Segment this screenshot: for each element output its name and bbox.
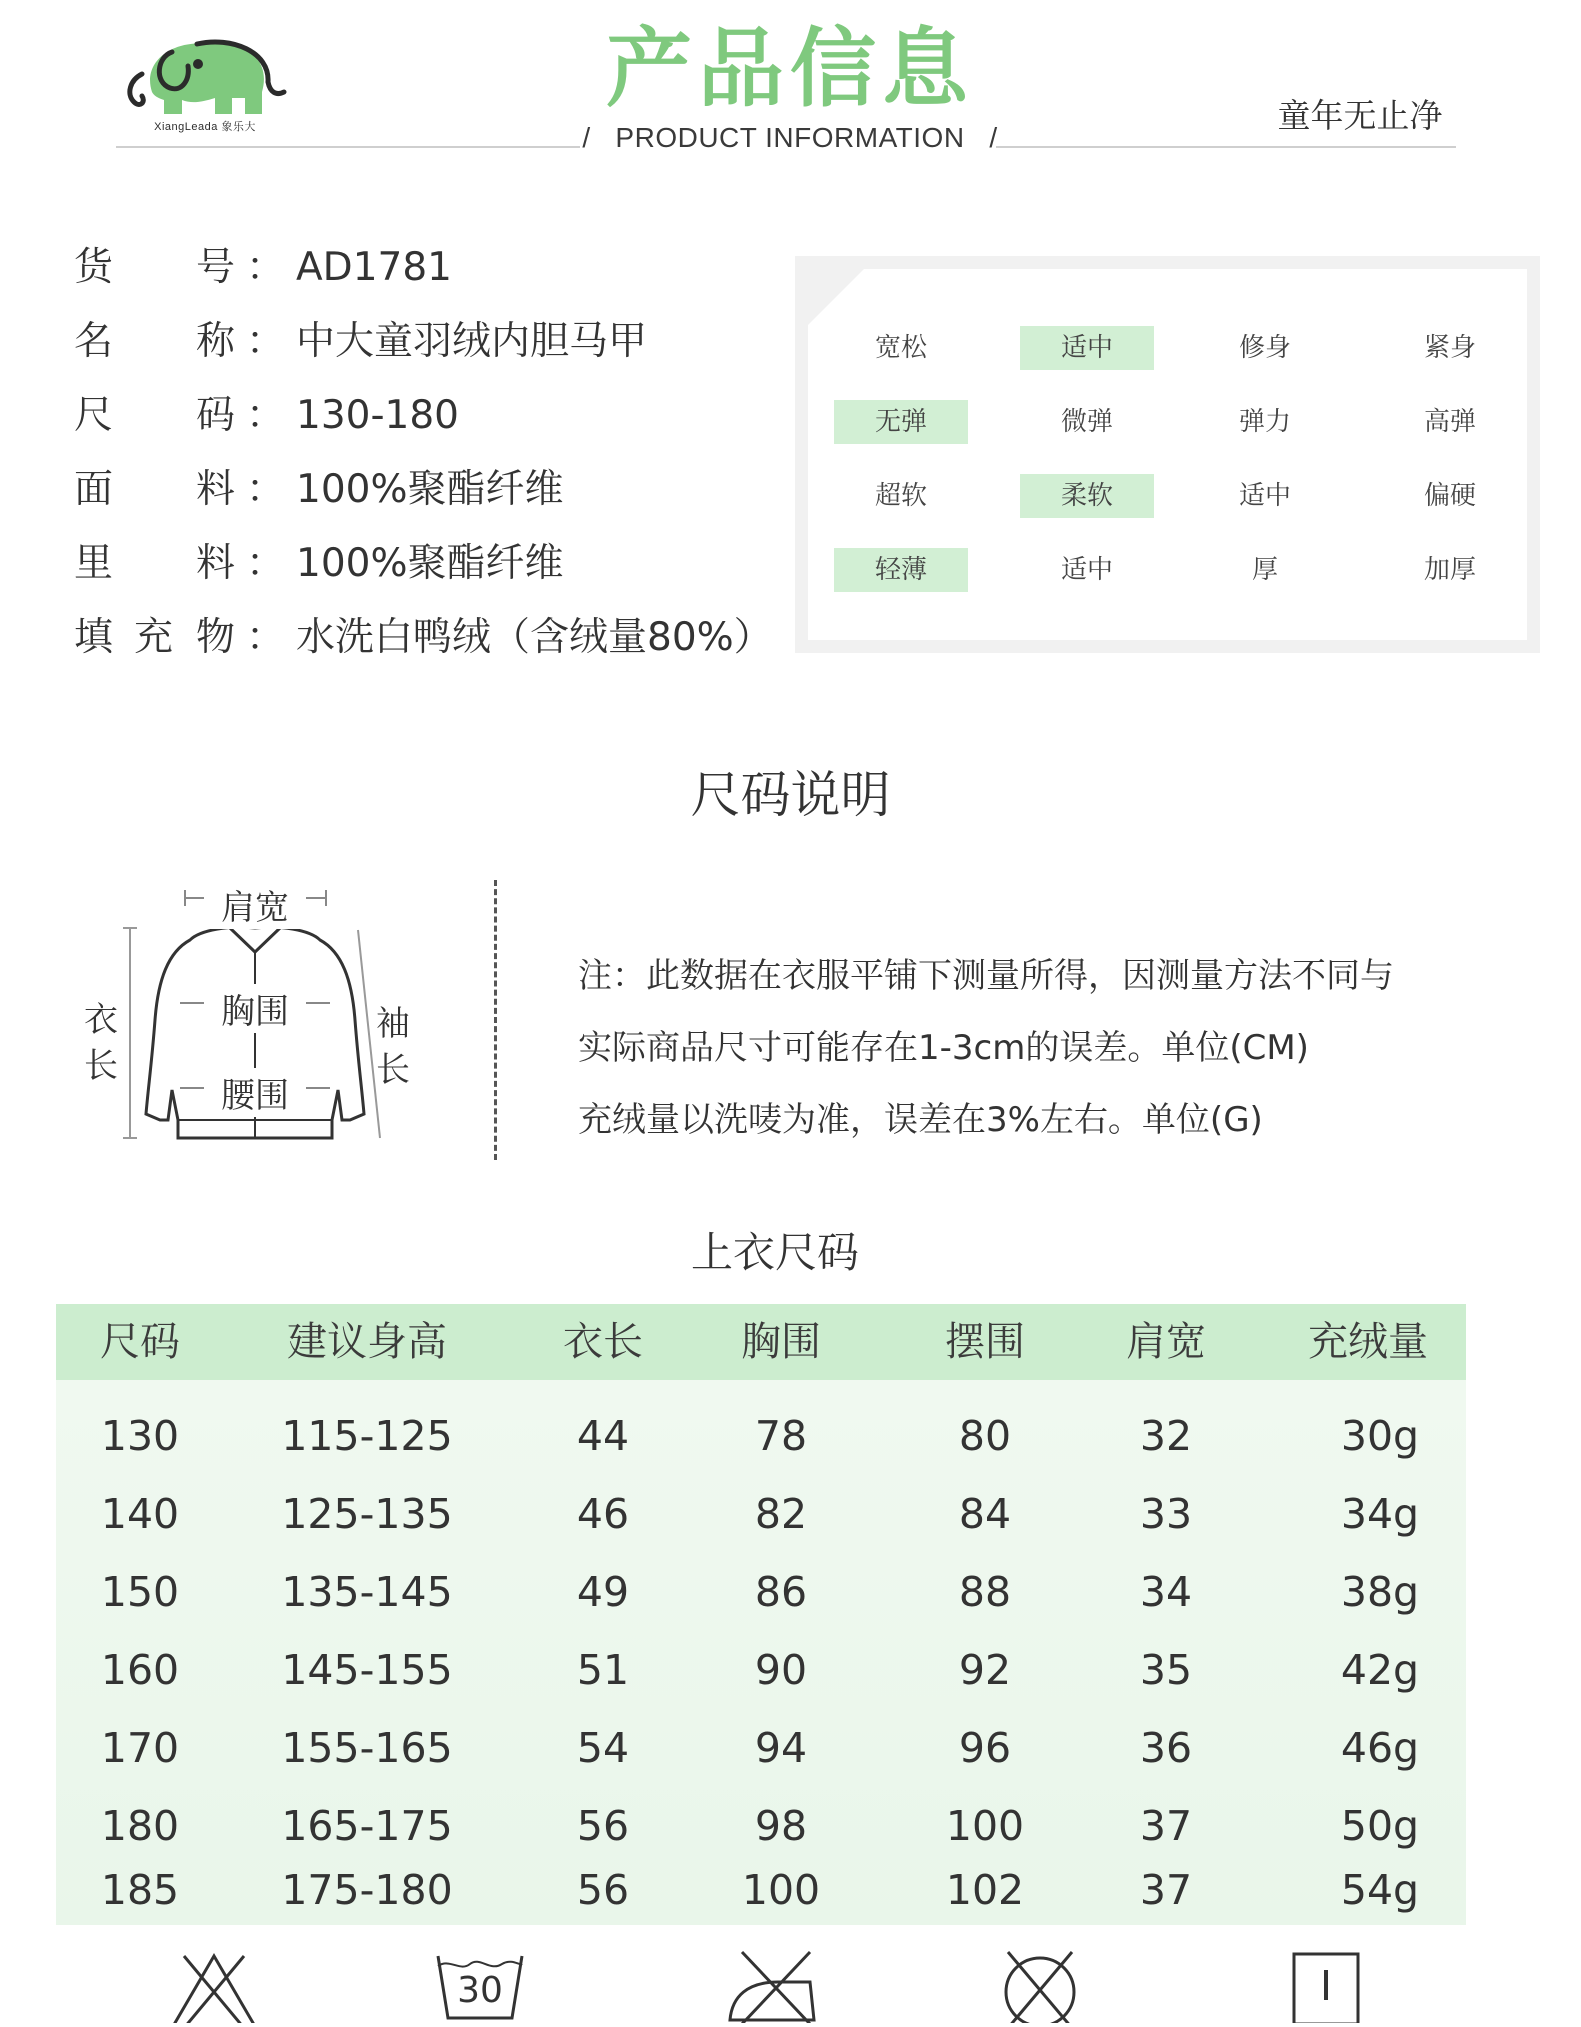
table-header-cell: 胸围 [741, 1319, 821, 1365]
info-label-colon: ： [246, 467, 286, 512]
info-label [74, 608, 284, 668]
info-row [74, 312, 774, 372]
fit-option: 适中 [1238, 481, 1291, 511]
info-label-colon: ： [246, 541, 286, 586]
table-cell: 30g [1340, 1412, 1420, 1460]
table-cell: 88 [958, 1568, 1012, 1616]
fit-option: 厚 [1251, 555, 1278, 585]
do-not-iron-icon [718, 1948, 818, 2023]
fit-option: 高弹 [1423, 407, 1476, 437]
info-label [74, 238, 284, 298]
info-label-char: 里 [74, 541, 114, 586]
table-cell: 44 [576, 1412, 630, 1460]
size-note-line-2: 实际商品尺寸可能存在1-3cm的误差。单位(CM) [578, 1028, 1309, 1068]
table-cell: 135-145 [281, 1568, 453, 1616]
length-label-1: 衣 [84, 1000, 118, 1040]
table-cell: 51 [576, 1646, 630, 1694]
table-cell: 36 [1139, 1724, 1193, 1772]
sleeve-label-1: 袖 [376, 1004, 410, 1044]
sleeve-label-2: 长 [376, 1050, 410, 1090]
table-cell: 46 [576, 1490, 630, 1538]
table-cell: 90 [754, 1646, 808, 1694]
info-row [74, 534, 774, 594]
table-cell: 84 [958, 1490, 1012, 1538]
info-value: 100%聚酯纤维 [296, 467, 564, 512]
table-cell: 94 [754, 1724, 808, 1772]
hang-dry-icon [1276, 1948, 1376, 2023]
table-cell: 92 [958, 1646, 1012, 1694]
info-label-char: 尺 [74, 393, 114, 438]
info-label-char: 名 [74, 319, 114, 364]
table-cell: 56 [576, 1866, 630, 1914]
size-table-title: 上衣尺码 [690, 1228, 859, 1277]
table-cell: 170 [100, 1724, 180, 1772]
table-cell: 160 [100, 1646, 180, 1694]
table-cell: 140 [100, 1490, 180, 1538]
fit-option: 适中 [1060, 555, 1113, 585]
chest-label: 胸围 [205, 984, 305, 1033]
info-value: 水洗白鸭绒（含绒量80%） [296, 615, 773, 660]
info-label [74, 534, 284, 594]
info-label-char: 充 [134, 615, 174, 660]
fit-option: 超软 [874, 481, 927, 511]
header-divider-left [116, 146, 580, 148]
fit-option: 修身 [1238, 333, 1291, 363]
info-row [74, 460, 774, 520]
fit-option: 加厚 [1423, 555, 1476, 585]
info-label-colon: ： [246, 245, 286, 290]
table-cell: 54 [576, 1724, 630, 1772]
table-cell: 185 [100, 1866, 180, 1914]
fit-option: 弹力 [1238, 407, 1291, 437]
info-label [74, 460, 284, 520]
fit-option: 无弹 [834, 400, 968, 444]
info-label-char: 称 [196, 319, 236, 364]
info-label-char: 货 [74, 245, 114, 290]
do-not-bleach-icon [164, 1948, 264, 2023]
table-header-cell: 尺码 [100, 1319, 180, 1365]
table-cell: 34 [1139, 1568, 1193, 1616]
brand-slogan: 童年无止净 [1277, 96, 1443, 135]
garment-measure-diagram [80, 870, 430, 1160]
table-cell: 78 [754, 1412, 808, 1460]
size-note-line-1: 注：此数据在衣服平铺下测量所得，因测量方法不同与 [578, 956, 1394, 996]
table-cell: 49 [576, 1568, 630, 1616]
do-not-dry-clean-icon [990, 1948, 1090, 2023]
info-row [74, 238, 774, 298]
hem-label: 腰围 [205, 1068, 305, 1117]
table-cell: 150 [100, 1568, 180, 1616]
info-value: 130-180 [296, 393, 459, 438]
table-cell: 56 [576, 1802, 630, 1850]
table-header-cell: 建议身高 [287, 1319, 447, 1365]
table-header-cell: 衣长 [563, 1319, 643, 1365]
size-description-title: 尺码说明 [690, 766, 891, 824]
fit-option: 轻薄 [834, 548, 968, 592]
size-note-line-3: 充绒量以洗唛为准，误差在3%左右。单位(G) [578, 1100, 1263, 1140]
table-cell: 46g [1340, 1724, 1420, 1772]
info-label-char: 码 [196, 393, 236, 438]
table-cell: 80 [958, 1412, 1012, 1460]
table-cell: 38g [1340, 1568, 1420, 1616]
table-header-cell: 充绒量 [1308, 1319, 1428, 1365]
table-cell: 98 [754, 1802, 808, 1850]
table-header-cell: 肩宽 [1126, 1319, 1206, 1365]
table-cell: 33 [1139, 1490, 1193, 1538]
info-row [74, 386, 774, 446]
table-cell: 102 [945, 1866, 1025, 1914]
table-header-cell: 摆围 [945, 1319, 1025, 1365]
table-cell: 50g [1340, 1802, 1420, 1850]
fit-option: 微弹 [1060, 407, 1113, 437]
info-row [74, 608, 774, 668]
table-cell: 96 [958, 1724, 1012, 1772]
table-cell: 37 [1139, 1866, 1193, 1914]
info-label-char: 料 [196, 541, 236, 586]
table-cell: 155-165 [281, 1724, 453, 1772]
table-cell: 115-125 [281, 1412, 453, 1460]
info-label-colon: ： [246, 393, 286, 438]
info-label-char: 物 [196, 615, 236, 660]
info-label-colon: ： [246, 319, 286, 364]
table-cell: 35 [1139, 1646, 1193, 1694]
info-label-char: 面 [74, 467, 114, 512]
fit-option: 偏硬 [1423, 481, 1476, 511]
info-label-colon: ： [246, 615, 286, 660]
table-cell: 34g [1340, 1490, 1420, 1538]
fit-option: 紧身 [1423, 333, 1476, 363]
brand-name: XiangLeada 象乐大 [154, 121, 256, 133]
page-title: 产品信息 [606, 19, 974, 119]
info-value: AD1781 [296, 245, 452, 290]
length-label-2: 长 [84, 1046, 118, 1086]
info-label-char: 填 [74, 615, 114, 660]
info-value: 中大童羽绒内胆马甲 [296, 319, 648, 364]
table-cell: 42g [1340, 1646, 1420, 1694]
table-cell: 175-180 [281, 1866, 453, 1914]
table-cell: 165-175 [281, 1802, 453, 1850]
info-label [74, 386, 284, 446]
table-cell: 100 [945, 1802, 1025, 1850]
page-subtitle: / PRODUCT INFORMATION / [582, 122, 998, 153]
info-label [74, 312, 284, 372]
wash-temperature: 30 [457, 1970, 503, 2011]
table-cell: 54g [1340, 1866, 1420, 1914]
fit-option: 柔软 [1020, 474, 1154, 518]
wash-30-icon [430, 1948, 530, 2023]
table-cell: 130 [100, 1412, 180, 1460]
table-cell: 32 [1139, 1412, 1193, 1460]
table-cell: 82 [754, 1490, 808, 1538]
fit-option: 宽松 [874, 333, 927, 363]
table-cell: 125-135 [281, 1490, 453, 1538]
info-label-char: 料 [196, 467, 236, 512]
fit-option: 适中 [1020, 326, 1154, 370]
table-cell: 86 [754, 1568, 808, 1616]
table-cell: 37 [1139, 1802, 1193, 1850]
shoulder-label: 肩宽 [205, 880, 305, 929]
info-label-char: 号 [196, 245, 236, 290]
table-cell: 145-155 [281, 1646, 453, 1694]
table-cell: 100 [741, 1866, 821, 1914]
section-divider [494, 880, 497, 1160]
header-divider-right [996, 146, 1456, 148]
table-cell: 180 [100, 1802, 180, 1850]
info-value: 100%聚酯纤维 [296, 541, 564, 586]
